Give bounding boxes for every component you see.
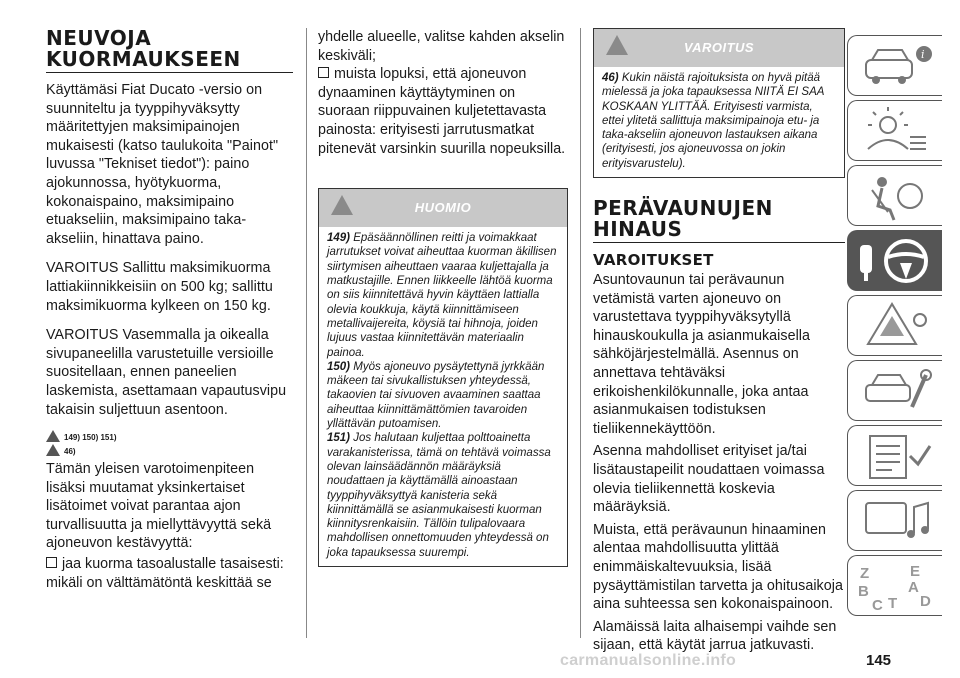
title-rule: [46, 72, 293, 73]
index-letter: B: [858, 583, 869, 600]
column-left: [46, 28, 293, 592]
section-title: NEUVOJA KUORMAUKSEEN: [46, 26, 241, 71]
title-rule: [593, 242, 845, 243]
column-divider: [580, 28, 581, 638]
index-letter: E: [910, 563, 921, 580]
note-149: 149) Epäsäännöllinen reitti ja voimakkaat jarrutukset voivat aiheuttaa kuorman äkillisen siirtymisen aiheuttaen vaaraa kuljettajalla ja matkustajille. Ennen liikkeelle lähtöä kuorma on siis kiinnitettävä hyvin käyttäen lattialla olevia koukkuja, käytä kiinnittämiseen metallivaijereita, köysiä tai hihnoja, joiden lujuus vastaa kiinnitettävän materiaalin painoa.: [327, 232, 557, 359]
bullet-square-icon: [318, 67, 329, 78]
bullet-square-icon: [46, 557, 57, 568]
caution-box: [318, 188, 568, 567]
tab-multimedia[interactable]: [847, 490, 942, 551]
bullet-item: jaa kuorma tasoalustalle tasaisesti: mikäli on välttämätöntä keskittää se: [46, 556, 284, 591]
tab-dashboard[interactable]: [847, 100, 942, 161]
column-right: [593, 28, 845, 666]
steering-wheel-icon: [848, 231, 943, 292]
paragraph: Muista, että perävaunun hinaaminen alentaa mahdollisuutta ylittää enimmäiskaltevuuksia, lisää pysäyttämistilan tarvetta ja ohitusaikoja aina suhteessa sen kokonaispainoon.: [593, 521, 843, 613]
warning-triangle-icon: [46, 430, 60, 442]
paragraph: Asenna mahdolliset erityiset ja/tai lisätaustapeilit noudattaen voimassa olevia tieliikennettä koskevia määräyksiä.: [593, 443, 825, 516]
alphabet-index-icon: [848, 556, 943, 617]
airbag-safety-icon: [848, 166, 943, 227]
caution-box-body: [319, 227, 567, 566]
note-150: 150) Myös ajoneuvo pysäytettynä jyrkkään mäkeen tai sivukallistuksen yhteydessä, takaovien tai sivuoven avaaminen saattaa aiheuttaa kiinnittämättömien tavaroiden yllättävän putoamisen.: [327, 360, 545, 431]
index-letter: T: [888, 595, 898, 612]
wrench-car-icon: [848, 361, 943, 422]
specifications-icon: [848, 426, 943, 487]
paragraph: Alamäissä laita alhaisempi vaihde sen sijaan, että käytät jarrua jatkuvasti.: [593, 618, 837, 654]
paragraph: Tämän yleisen varotoimenpiteen lisäksi muutamat yksinkertaiset lisätoimet voivat parantaa ajon turvallisuutta ja miellyttävyyttä sekä ajoneuvon kestävyyttä:: [46, 461, 272, 552]
column-divider: [306, 28, 307, 638]
multimedia-icon: [848, 491, 943, 552]
paragraph: Asuntovaunun tai perävaunun vetämistä varten ajoneuvo on varustettava tyyppihyväksytyllä hinauskoukulla ja asianmukaisella sähköjärjestelmällä. Asennus on annettava tehtäväksi erikoishenkilökunnalle, joka antaa asianmukaisen todistuksen tieliikennekäyttöön.: [593, 272, 811, 437]
warning-box-header: [594, 29, 844, 67]
paragraph: VAROITUS Vasemmalla ja oikealla sivupaneelilla varustetuille versioille suositellaan, ennen paneelien laskemista, asettamaan vapautusvipu takaisin suljettuun asentoon.: [46, 327, 287, 418]
section-title: PERÄVAUNUJEN HINAUS: [593, 196, 773, 242]
caution-box-header: [319, 189, 567, 227]
paragraph: VAROITUS Sallittu maksimikuorma lattiakiinnikkeisiin on 500 kg; sallittu maksimikuorma kylkeen on 150 kg.: [46, 260, 273, 314]
index-letter: Z: [860, 565, 870, 582]
warning-refs: 149) 150) 151): [46, 430, 293, 444]
tab-safety[interactable]: [847, 165, 942, 226]
caution-refs: 46): [46, 444, 293, 458]
bullet-item: muista lopuksi, että ajoneuvon dynaaminen käyttäytyminen on suoraan riippuvainen kuljetettavasta painosta: erityisesti jarrutusmatkat pitenevät varsinkin suurilla nopeuksilla.: [318, 66, 566, 157]
dashboard-lights-icon: [848, 101, 943, 162]
warning-box-body: 46) Kukin näistä rajoituksista on hyvä pitää mielessä ja joka tapauksessa NIITÄ EI SAA KOSKAAN YLITTÄÄ. Erityisesti varmista, ettei ylitetä sallittuja maksimipainoja etu- ja taka-akseliin ajoneuvon lastauksen aikana (erityisesti, jos ajoneuvossa on jokin erityisvarustelu).: [602, 72, 825, 170]
tab-maintenance[interactable]: [847, 360, 942, 421]
index-letter: D: [920, 593, 931, 610]
tab-car-info[interactable]: [847, 35, 942, 96]
paragraph: yhdelle alueelle, valitse kahden akselin keskiväli;: [318, 29, 565, 64]
paragraph: Käyttämäsi Fiat Ducato -versio on suunniteltu ja tyyppihyväksytty määritettyjen maksimipainojen mukaisesti (katso taulukoita "Painot" luvussa "Tekniset tiedot"): paino ajokunnossa, hyötykuorma, kokonaispaino, maksimipaino etuakseliin, maksimipaino taka-akseliin, hinattava paino.: [46, 82, 279, 247]
index-letter: A: [908, 579, 919, 596]
chapter-tabs: [847, 35, 942, 620]
emergency-triangle-icon: [848, 296, 943, 357]
note-151: 151) Jos halutaan kuljettaa polttoainetta varakanisterissa, tämä on tehtävä voimassa olevan lainsäädännön määräyksiä noudattaen ja käyttämällä ainoastaan tyyppihyväksyttyä kanisteria sekä kiinnittämällä se asianmukaisesti kuorman kiinnitysrenkaisiin. Tällöin tulipalovaara mahdollisen onnettomuuden yhteydessä on joka tapauksessa suurempi.: [327, 432, 551, 559]
subsection-title: VAROITUKSET: [593, 251, 714, 270]
page-number: 145: [866, 652, 892, 669]
svg-text:i: i: [921, 48, 925, 61]
watermark: carmanualsonline.info: [560, 652, 737, 669]
car-info-icon: [848, 36, 943, 97]
tab-emergency[interactable]: [847, 295, 942, 356]
warning-box: [593, 28, 845, 178]
column-middle: [318, 28, 568, 567]
warning-triangle-icon: [46, 444, 60, 456]
caution-box-title: HUOMIO: [414, 200, 472, 216]
index-letter: C: [872, 597, 883, 614]
tab-index[interactable]: [847, 555, 942, 616]
warning-box-title: VAROITUS: [683, 40, 755, 55]
tab-starting-driving[interactable]: [847, 230, 942, 291]
tab-specifications[interactable]: [847, 425, 942, 486]
